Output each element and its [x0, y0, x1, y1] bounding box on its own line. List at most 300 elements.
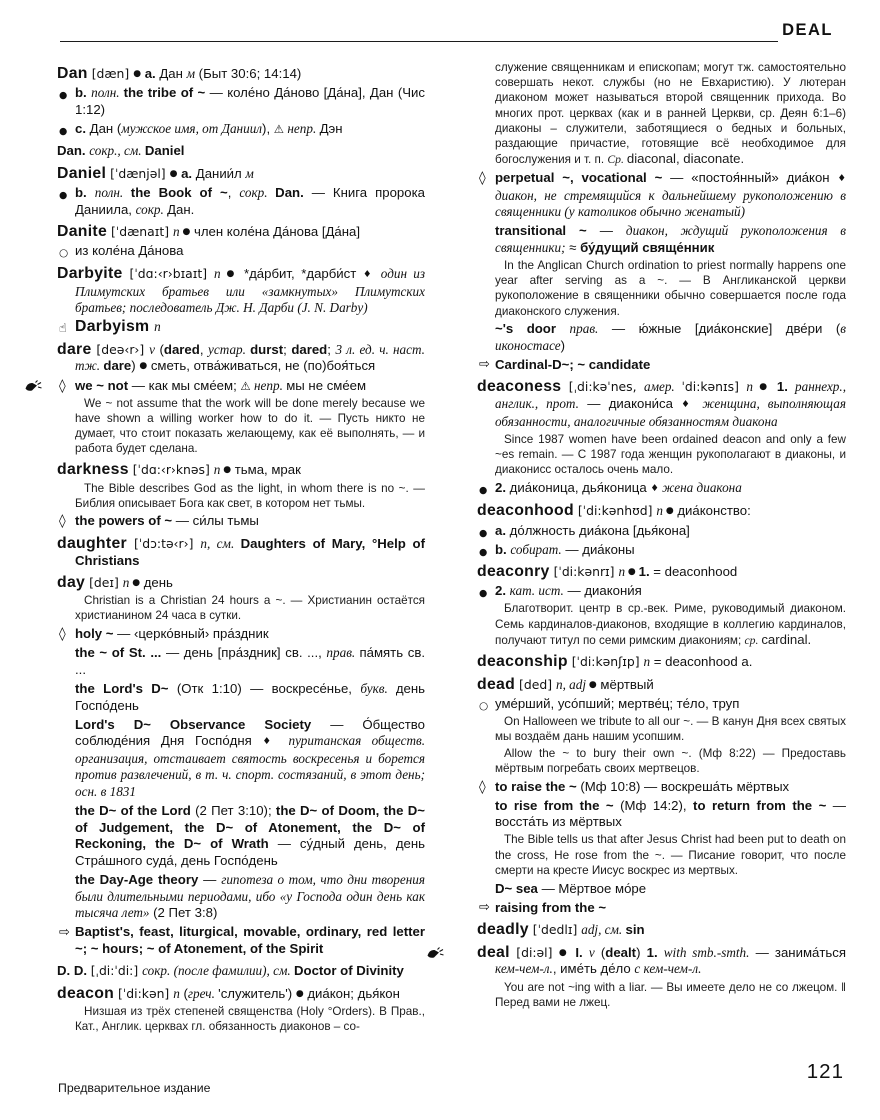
ref-marker-icon: ⇨	[59, 924, 70, 940]
text-run: deadly	[477, 921, 529, 939]
text-run: Daughters of Mary, °Help of Christians	[75, 536, 425, 568]
para-ref	[477, 357, 846, 374]
text-run: — диакони́са	[578, 396, 682, 412]
text-run: [dæn]	[87, 66, 134, 81]
text-run: dared	[163, 341, 200, 357]
text-run: n	[122, 575, 130, 591]
variant-marker-icon: ○	[479, 699, 489, 712]
text-run: ●	[558, 947, 570, 958]
text-run: the Book of ~	[130, 185, 228, 201]
text-run: — Мёртвое мо́ре	[537, 880, 647, 896]
text-run: ●	[586, 679, 597, 690]
text-run: v	[149, 341, 155, 357]
text-run: Дании́л	[195, 165, 246, 181]
text-run: transitional ~	[495, 223, 587, 239]
text-run: adj, см.	[581, 922, 626, 938]
text-run: — су́дный день, день Стра́шного суда́, день Госпо́день	[75, 836, 425, 868]
text-run: to return from the ~	[693, 797, 827, 813]
text-run: holy ~	[75, 626, 114, 642]
pen-note-icon	[24, 380, 44, 394]
para-sense	[477, 542, 846, 559]
text-run: dead	[477, 675, 516, 693]
entry-darbyism	[57, 319, 425, 336]
text-run: [ˈdi:kənhʊd]	[573, 503, 657, 519]
text-run: 1.	[776, 379, 795, 395]
text-run: — ю́жные [диа́конские] две́ри (	[598, 321, 841, 337]
para-sub	[477, 321, 846, 354]
para-sense	[477, 480, 846, 498]
text-run: The Bible tells us that after Jesus Christ had been put to death on the cross, He rose from the ~. — Писание говорит, что после смерти на кресте Иисус воскрес из мертвых.	[495, 833, 846, 877]
para-example	[477, 714, 846, 744]
text-run: deaconry	[477, 563, 550, 581]
text-run: the Day-Age theory	[75, 872, 199, 887]
text-run: n	[172, 224, 180, 240]
text-run: c.	[75, 120, 90, 136]
text-run: ●	[752, 382, 777, 393]
text-run: b.	[75, 85, 92, 101]
text-run: непр.	[250, 377, 287, 393]
text-run: to raise the ~	[495, 778, 577, 794]
text-run: Dan.	[275, 185, 304, 201]
text-run: Daniel	[144, 143, 185, 159]
para-sub	[477, 881, 846, 898]
text-run: deaconhood	[477, 502, 574, 520]
text-run: устар.	[208, 341, 251, 357]
text-run: ●	[129, 578, 141, 589]
entry-day	[57, 575, 425, 592]
text-run: жена диакона	[658, 479, 742, 495]
text-run: м	[186, 66, 196, 81]
sense-marker-icon: ●	[479, 588, 488, 600]
para-sub	[57, 645, 425, 678]
text-run: амер.	[643, 379, 682, 395]
entry-deacon	[57, 986, 425, 1003]
text-run: ●	[133, 69, 142, 79]
text-run: the tribe of ~	[123, 85, 206, 101]
text-run: —	[198, 872, 222, 887]
text-run: ⚠	[240, 378, 251, 393]
entry-daniel	[57, 166, 425, 183]
text-run: (	[179, 986, 188, 1002]
para-sense	[477, 583, 846, 600]
text-run: ♦	[650, 482, 659, 494]
text-run: [ˈdi:kənʃɪp]	[567, 654, 644, 670]
page-number: 121	[806, 1060, 844, 1083]
text-run: Lord's D~ Observance Society	[75, 716, 312, 732]
para-example	[57, 1004, 425, 1034]
text-run: n	[173, 986, 180, 1002]
text-run: sin	[625, 922, 645, 938]
text-run: (Мф 14:2),	[613, 797, 694, 813]
text-run: мужское имя, от Даниил	[121, 120, 263, 136]
text-run: 2.	[495, 479, 510, 495]
text-run: Allow the ~ to bury their own ~. (Мф 8:22) — Предоставь мёртвым погребать своих мертвецов.	[495, 746, 846, 775]
text-run: мы не сме́ем	[286, 377, 367, 393]
column-left	[57, 60, 425, 1035]
text-run: the powers of ~	[75, 513, 173, 529]
entry-danite	[57, 224, 425, 241]
text-run: в иконостасе	[495, 321, 846, 353]
text-run: ,	[199, 341, 209, 357]
text-run: (Мф 10:8) — воскреша́ть мёртвых	[576, 778, 790, 794]
entry-dan	[57, 66, 425, 83]
text-run: [ˈdi:kən]	[114, 986, 174, 1002]
text-run: один из Плимутских братьев или «замкнутых» Плимутских братьев; последователь Дж. Н. Дарби (J. N. Darby)	[75, 265, 426, 316]
para-ref	[477, 900, 846, 917]
text-run: I.	[569, 944, 589, 960]
text-run: ●	[220, 465, 232, 476]
text-run: диа́кон; дья́кон	[303, 986, 400, 1002]
text-run: perpetual ~, vocational ~	[495, 169, 663, 185]
entry-darkness	[57, 462, 425, 479]
phrase-marker-icon: ◊	[479, 778, 486, 795]
text-run: 2.	[495, 583, 510, 599]
para-phrase	[57, 626, 425, 643]
ink-pen-icon	[426, 947, 445, 960]
entry-deaconess	[477, 379, 846, 430]
para-variant	[477, 696, 846, 713]
ref-marker-icon: ⇨	[479, 900, 490, 916]
entry-dead	[477, 677, 846, 694]
derived-marker-icon: ☝	[59, 319, 67, 335]
text-run: ˈdi:kənɪs]	[681, 379, 747, 395]
entry-deadly	[477, 922, 846, 939]
text-run: [ded]	[515, 676, 556, 692]
text-run: [ˈdɑ:‹r›knəs]	[128, 462, 214, 478]
text-run: Daniel	[57, 164, 107, 182]
text-run: Низшая из трёх степеней священства (Holy °Orders). В Прав., Кат., Англик. церквах гл. обязанность диаконов – со-	[75, 1005, 425, 1034]
text-run: b.	[495, 541, 511, 557]
text-run: ●	[179, 227, 191, 238]
text-run: Дэн	[319, 120, 343, 136]
text-run: Darbyite	[57, 264, 123, 282]
text-run: уме́рший, усо́пший; мертве́ц; те́ло, труп	[495, 695, 740, 711]
para-phrase	[57, 513, 425, 530]
text-run: On Halloween we tribute to all our ~. — В канун Дня всех святых мы воздаём дань нашим усопшим.	[495, 714, 846, 744]
text-run: dealt	[605, 944, 637, 960]
text-run: (	[594, 944, 606, 960]
para-phrase	[477, 170, 846, 221]
text-run: a.	[177, 165, 196, 181]
text-run: служение священникам и епископам; могут тж. самостоятельно совершать некот. службы (но не Евхаристию). У лютеран диаконом может называться второй священник прихода. Во многих прот. церквах (как и в ранней Церкви, ср. Деян 6:1–6) диаконы – служители, заботящиеся о бедных и больных, раздающие причастие, готовящие всё необходимое для богослужения и т. п.	[495, 61, 846, 167]
text-run: ●	[662, 506, 674, 517]
text-run: [ˈdɔ:tə‹r›]	[126, 536, 201, 551]
text-run: [di:əl]	[509, 944, 559, 960]
text-run: to rise from the ~	[495, 797, 614, 813]
entry-daughter	[57, 536, 425, 569]
text-run: полн.	[94, 185, 131, 201]
sense-marker-icon: ●	[59, 190, 68, 202]
text-run: ●	[169, 168, 178, 179]
text-run: (	[154, 341, 164, 357]
text-run: [ˈdænaɪt]	[107, 224, 173, 240]
text-run: )	[636, 944, 647, 960]
text-run: 1.	[646, 944, 664, 960]
text-run: 'служитель')	[218, 986, 296, 1002]
text-run: Baptist's, feast, liturgical, movable, ordinary, red letter ~; ~ hours; ~ of Atonement, of the Spirit	[75, 924, 425, 956]
text-run: ср.	[744, 633, 762, 647]
text-run: ,	[227, 185, 240, 201]
text-run: греч.	[187, 986, 219, 1002]
text-run: прав.	[569, 321, 599, 337]
text-run: *да́рбит, *дарби́ст	[237, 265, 363, 281]
text-run: a.	[141, 66, 160, 81]
text-run: n	[213, 462, 221, 478]
text-run: day	[57, 574, 86, 592]
text-run: пуританская обществ. организация, отстаивает святость воскресенья и борется против развлечений, в т. ч. спорт. состязаний, в этот день; осн. в 1831	[75, 733, 425, 800]
text-run: , име́ть де́ло	[552, 961, 635, 977]
text-run: dared	[291, 341, 328, 357]
text-run: мёртвый	[596, 676, 654, 692]
text-run: Дан.	[167, 201, 195, 217]
text-run: букв.	[360, 680, 396, 696]
text-run: The Bible describes God as the light, in whom there is no ~. — Библия описывает Бога как свет, в котором нет тьмы.	[75, 481, 425, 510]
edition-note: Предварительное издание	[58, 1081, 211, 1095]
sense-marker-icon: ●	[59, 125, 68, 137]
text-run: ♦	[362, 268, 375, 280]
text-run: ;	[283, 341, 292, 357]
text-run: с кем-чем-л.	[634, 961, 702, 977]
para-sub	[57, 872, 425, 922]
text-run: — Книга пророка Даниила,	[75, 185, 425, 217]
text-run: ⚠	[273, 121, 285, 136]
text-run: D~ sea	[495, 880, 538, 896]
text-run: бу́дущий свяще́нник	[580, 239, 715, 255]
text-run: — О́бщество соблюде́ния Дня Госпо́дня	[75, 716, 425, 749]
para-example	[477, 832, 846, 878]
text-run: диакон, ждущий рукоположения в священники;	[495, 223, 846, 255]
text-run: n	[154, 319, 161, 335]
para-example	[57, 396, 425, 457]
text-run: сокр.	[239, 185, 276, 201]
text-run: диакон, не стремящийся к дальнейшему рукоположению в священники (у католиков обычно женатый)	[495, 187, 846, 220]
text-run: Christian is a Christian 24 hours a ~. — Христианин остаётся христианином 24 часа в сутки.	[75, 594, 425, 623]
text-run: You are not ~ing with a liar. — Вы имеете дело не со лжецом. ‖ Перед вами не лжец.	[495, 980, 846, 1009]
text-run: — коле́но Да́ново [Да́на], Дан (Чис 1:12)	[75, 85, 425, 117]
text-run: прав.	[326, 645, 360, 661]
text-run: [deə‹r›]	[91, 341, 150, 357]
entry-deaconhood	[477, 503, 846, 520]
text-run: Danite	[57, 223, 108, 241]
sense-marker-icon: ●	[59, 90, 68, 102]
sense-marker-icon: ●	[479, 546, 488, 558]
text-run: — «постоя́нный» диа́кон	[662, 169, 838, 185]
text-run: — диакони́я	[563, 583, 642, 599]
text-run: with smb.-smth.	[663, 944, 750, 960]
text-run: кат. ист.	[509, 583, 564, 599]
text-run: )	[131, 358, 140, 374]
text-run: Cardinal-D~; ~ candidate	[495, 356, 651, 372]
text-run: the ~ of St. ...	[75, 645, 162, 661]
text-run: = deaconhood a.	[650, 654, 753, 670]
text-run: (Быт 30:6; 14:14)	[195, 66, 302, 81]
running-head-title: DEAL	[782, 21, 833, 39]
text-run: раннехр., англик., прот.	[495, 379, 846, 412]
text-run: ),	[262, 120, 274, 136]
text-run: In the Anglican Church ordination to priest normally happens one year after serving as a ~. — В Англиканской церкви рукоположение в священники обычно совершается после года диаконского служения.	[495, 258, 846, 318]
text-run: — занима́ться	[749, 944, 846, 960]
text-run: D. D.	[57, 963, 91, 979]
para-sub	[57, 717, 425, 801]
text-run: durst	[250, 341, 284, 357]
text-run: 3 л. ед. ч. наст. тж.	[75, 341, 425, 374]
para-sense	[57, 185, 425, 218]
text-run: n, см.	[200, 536, 241, 551]
text-run: па́мять св. ...	[75, 645, 425, 677]
text-run: n	[214, 265, 221, 281]
text-run: v	[588, 944, 595, 960]
text-run: [deɪ]	[85, 575, 123, 591]
column-right	[477, 60, 846, 1010]
text-run: diaconal, diaconate.	[626, 151, 745, 167]
entry-deaconship	[477, 654, 846, 671]
text-run: n	[618, 564, 626, 580]
text-run: deaconship	[477, 653, 568, 671]
text-run: [ˌdi:kəˈnes,	[561, 379, 644, 395]
para-example	[477, 432, 846, 478]
text-run: собират.	[510, 541, 562, 557]
text-run: Дан	[159, 66, 187, 81]
text-run: ♦	[262, 736, 279, 748]
text-run: из коле́на Да́нова	[75, 243, 184, 259]
text-run: deacon	[57, 985, 115, 1003]
text-run: день Госпо́день	[75, 680, 425, 713]
text-run: непр.	[284, 120, 320, 136]
text-run: сокр. (после фамилии), см.	[142, 963, 294, 979]
text-run: ●	[625, 567, 639, 578]
text-run: ●	[139, 361, 148, 372]
text-run: — как мы сме́ем;	[128, 377, 241, 393]
text-run: Dan	[57, 65, 88, 82]
para-phrase	[477, 779, 846, 796]
para-ref	[57, 924, 425, 957]
text-run: полн.	[91, 85, 124, 101]
pen-note-icon	[444, 947, 464, 961]
text-run: b.	[75, 185, 95, 201]
text-run: — диа́коны	[561, 541, 635, 557]
text-run: raising from the ~	[495, 899, 607, 915]
para-example	[477, 60, 846, 167]
text-run: a.	[495, 522, 510, 538]
text-run: —	[586, 223, 626, 239]
text-run: n	[746, 379, 753, 395]
phrase-marker-icon: ◊	[59, 626, 66, 643]
text-run: — си́лы тьмы	[172, 513, 259, 529]
text-run: deal	[477, 943, 510, 961]
sense-marker-icon: ●	[479, 484, 488, 496]
para-sub	[477, 223, 846, 256]
text-run: ♦	[681, 399, 695, 411]
sense-marker-icon: ●	[479, 527, 488, 539]
text-run: — восста́ть из мёртвых	[495, 797, 846, 830]
text-run: we ~ not	[75, 377, 129, 393]
para-variant	[57, 243, 425, 260]
text-run: Ср.	[607, 153, 627, 167]
text-run: диа́конство:	[673, 503, 751, 519]
para-example	[57, 481, 425, 511]
text-run: dare	[103, 358, 132, 374]
text-run: (2 Пет 3:10);	[190, 803, 276, 819]
text-run: сокр.	[135, 201, 168, 217]
para-sense	[57, 121, 425, 138]
entry-dan-abbrev	[57, 143, 425, 160]
text-run: [ˈdedlɪ]	[528, 922, 582, 938]
entry-dare	[57, 342, 425, 375]
text-run: the D~ of Doom, the D~ of Judgement, the D~ of Atonement, the D~ of Reckoning, the D~ of Wrath	[75, 803, 425, 852]
text-run: ;	[327, 341, 336, 357]
para-sub	[57, 803, 425, 869]
para-sense	[477, 523, 846, 540]
text-run: [ˈdænjəl]	[106, 165, 170, 181]
text-run: the Lord's D~	[75, 680, 169, 696]
entry-deal	[477, 945, 846, 978]
text-run: сметь, отва́живаться, не (по)боя́ться	[147, 358, 376, 374]
text-run: daughter	[57, 535, 127, 552]
text-run: n	[656, 503, 663, 519]
ink-pen-icon	[24, 380, 43, 393]
text-run: ≈	[565, 239, 581, 255]
text-run: сокр., см.	[89, 143, 145, 159]
text-run: n	[643, 654, 651, 670]
text-run: день	[140, 575, 173, 591]
para-phrase	[57, 378, 425, 395]
text-run: — день [пра́здник] св. ...,	[161, 645, 327, 661]
text-run: ●	[295, 989, 304, 1000]
phrase-marker-icon: ◊	[59, 377, 66, 394]
text-run: Благотворит. центр в ср.-век. Риме, руководимый диаконом. Семь кардиналов-диаконов, входящие в коллегию кардиналов, получают титул по семи римским диакониям;	[495, 602, 846, 647]
phrase-marker-icon: ◊	[59, 513, 66, 530]
text-run: darkness	[57, 461, 129, 479]
phrase-marker-icon: ◊	[479, 169, 486, 186]
text-run: the D~ of the Lord	[75, 803, 191, 819]
text-run: кем-чем-л.	[495, 961, 553, 977]
text-run: dare	[57, 340, 92, 358]
ref-marker-icon: ⇨	[479, 357, 490, 373]
text-run: ~'s door	[495, 321, 570, 337]
text-run: ♦	[837, 172, 846, 184]
text-run: до́лжность диа́кона [дья́кона]	[509, 522, 690, 538]
para-example	[477, 601, 846, 648]
text-run: [ˈdi:kənrɪ]	[549, 564, 619, 580]
text-run: женщина, выполняющая обязанности, аналогичные обязанностям диакона	[495, 396, 846, 429]
text-run: Doctor of Divinity	[293, 963, 404, 979]
text-run: диа́коница, дья́коница	[509, 479, 651, 495]
text-run: = deaconhood	[649, 564, 738, 580]
para-sense	[57, 85, 425, 118]
text-run: гипотеза о том, что дни творения были длительными периодами, ибо «у Господа один день как тысяча лет»	[75, 872, 425, 921]
text-run: )	[560, 337, 566, 353]
entry-deaconry	[477, 564, 846, 581]
text-run: Dan.	[57, 143, 90, 159]
text-run: — ‹церко́вный› пра́здник	[113, 626, 269, 642]
para-example	[477, 258, 846, 319]
text-run: Дан (	[89, 120, 122, 136]
para-sub	[57, 681, 425, 714]
text-run: Darbyism	[75, 318, 155, 336]
text-run: cardinal.	[761, 631, 812, 647]
para-example	[57, 593, 425, 623]
entry-d-d	[57, 963, 425, 980]
text-run: тьма, мрак	[231, 462, 301, 478]
text-run: deaconess	[477, 378, 562, 396]
text-run: (Отк 1:10) — воскресе́нье,	[168, 680, 361, 696]
text-run: м	[245, 165, 254, 181]
text-run: Since 1987 women have been ordained deacon and only a few ~es remain. — С 1987 года женщин рукополагают в диаконы, и диаконисс осталось очень мало.	[495, 432, 846, 477]
para-example	[477, 980, 846, 1010]
entry-darbyite	[57, 266, 425, 317]
text-run: We ~ not assume that the work will be done merely because we have shown a willing worker how to do it. — Пусть никто не думает, что стоит показать желающему, как её выполнять, — и работа будет сделана.	[75, 396, 425, 456]
para-sub	[477, 798, 846, 831]
